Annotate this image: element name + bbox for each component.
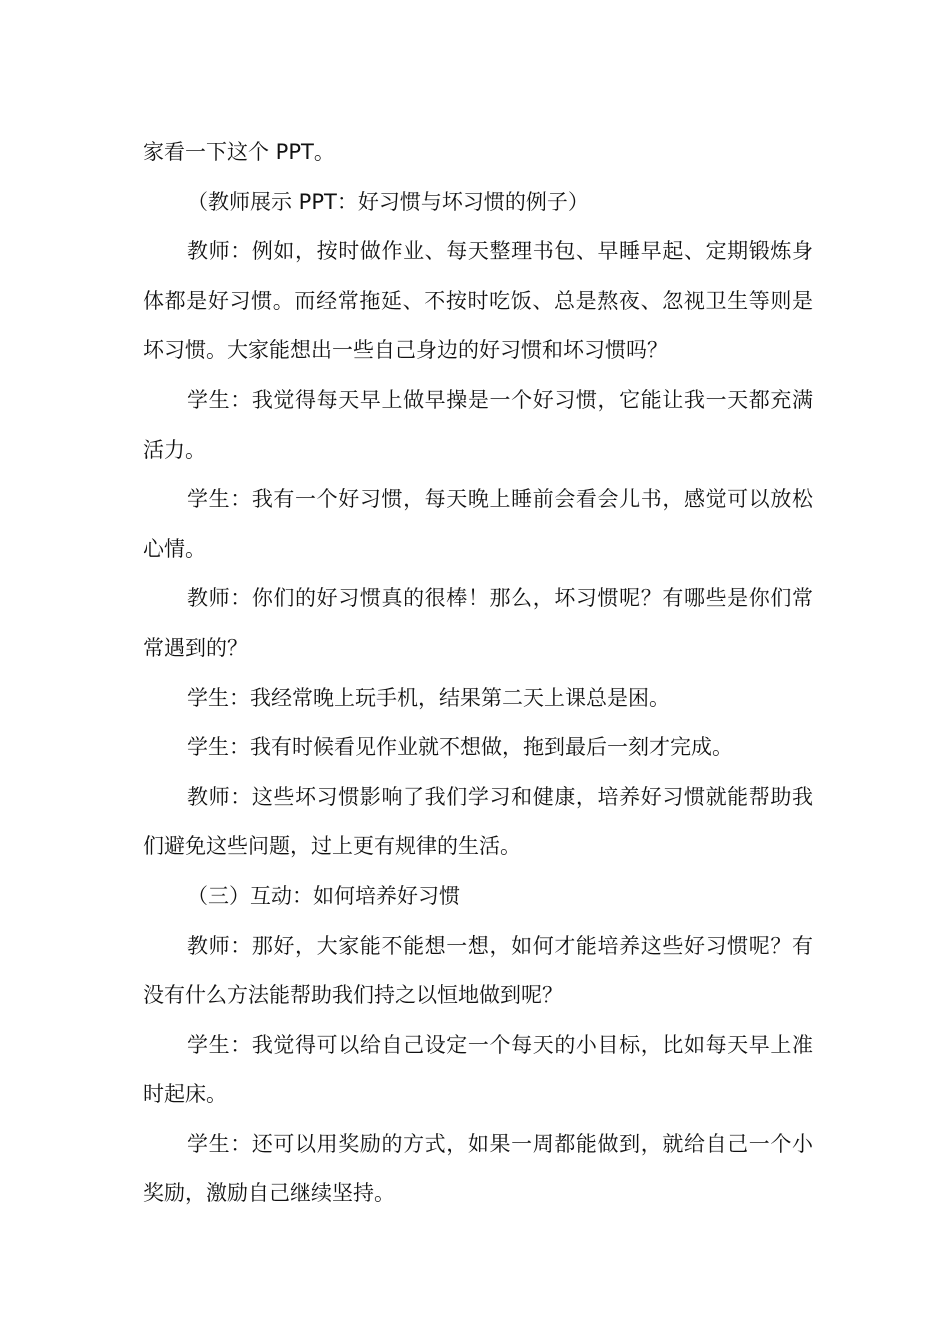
- paragraph: （教师展示 PPT：好习惯与坏习惯的例子）: [187, 189, 589, 214]
- paragraph: 教师：例如，按时做作业、每天整理书包、早睡早起、定期锻炼身体都是好习惯。而经常拖延、不按时吃饭、总是熬夜、忽视卫生等则是坏习惯。大家能想出一些自己身边的好习惯和坏习惯吗？: [143, 239, 813, 363]
- paragraph: 教师：你们的好习惯真的很棒！那么，坏习惯呢？有哪些是你们常常遇到的？: [143, 586, 813, 660]
- paragraph: 学生：我觉得每天早上做早操是一个好习惯，它能让我一天都充满活力。: [143, 387, 813, 462]
- document-body: [143, 128, 813, 1219]
- paragraph: 学生：我有时候看见作业就不想做，拖到最后一刻才完成。: [187, 735, 733, 760]
- paragraph: 学生：我经常晚上玩手机，结果第二天上课总是困。: [187, 685, 670, 710]
- paragraph: 学生：我有一个好习惯，每天晚上睡前会看会儿书，感觉可以放松心情。: [143, 487, 813, 561]
- paragraph: 家看一下这个 PPT。: [143, 140, 335, 164]
- paragraph: 教师：这些坏习惯影响了我们学习和健康，培养好习惯就能帮助我们避免这些问题，过上更有规律的生活。: [143, 784, 813, 859]
- section-heading: （三）互动：如何培养好习惯: [187, 883, 460, 908]
- paragraph: 教师：那好，大家能不能想一想，如何才能培养这些好习惯呢？有没有什么方法能帮助我们持之以恒地做到呢？: [143, 933, 813, 1008]
- paragraph: 学生：还可以用奖励的方式，如果一周都能做到，就给自己一个小奖励，激励自己继续坚持。: [143, 1131, 813, 1206]
- paragraph: 学生：我觉得可以给自己设定一个每天的小目标，比如每天早上准时起床。: [143, 1032, 813, 1107]
